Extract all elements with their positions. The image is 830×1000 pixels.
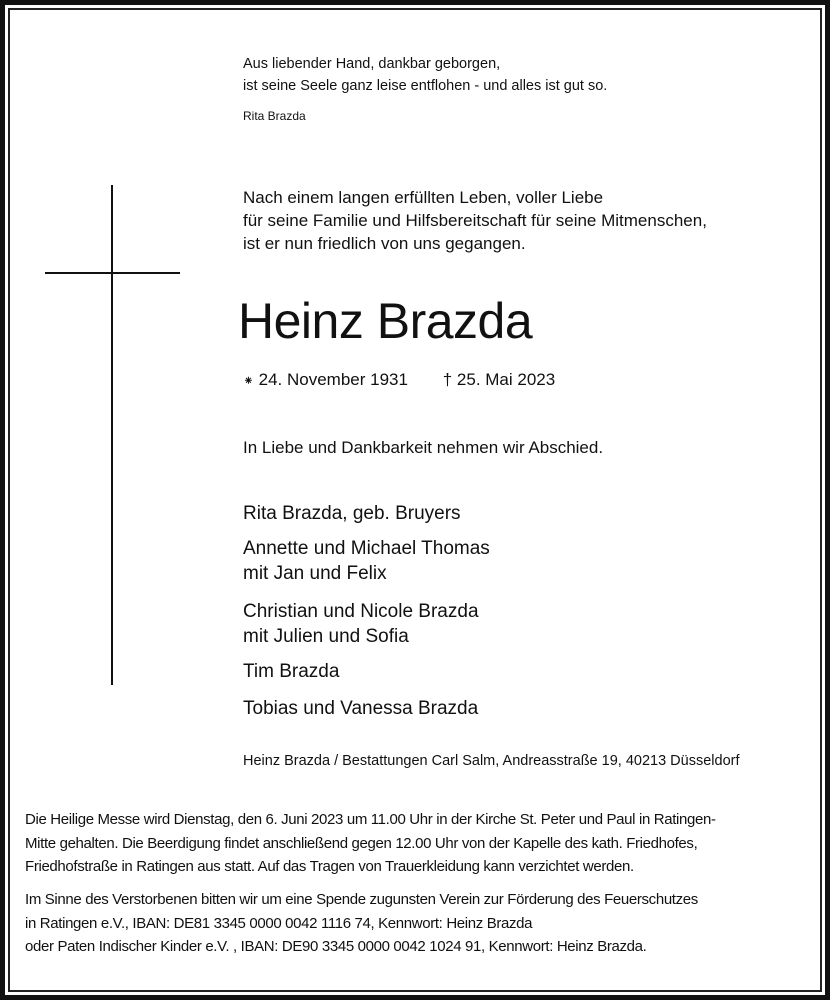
donation-line: in Ratingen e.V., IBAN: DE81 3345 0000 0042 1116 74, Kennwort: Heinz Brazda [25, 914, 533, 932]
contact-address: Heinz Brazda / Bestattungen Carl Salm, Andreasstraße 19, 40213 Düsseldorf [243, 753, 740, 769]
family-line: Tim Brazda [243, 661, 340, 682]
quote [243, 53, 607, 97]
quote-author: Rita Brazda [243, 109, 306, 123]
death-cross-icon: † [442, 370, 453, 389]
family-member [243, 536, 490, 586]
birth-star-icon: ⁕ [243, 373, 254, 388]
death-date: 25. Mai 2023 [456, 370, 556, 389]
family-member [243, 696, 478, 721]
cross-icon-vertical [111, 185, 113, 685]
cross-icon-horizontal [45, 272, 180, 274]
service-line: Mitte gehalten. Die Beerdigung findet anschließend gegen 12.00 Uhr von der Kapelle des kath. Friedhofes, [25, 834, 698, 852]
service-line: Die Heilige Messe wird Dienstag, den 6. Juni 2023 um 11.00 Uhr in der Kirche St. Peter und Paul in Ratingen- [25, 811, 716, 828]
intro-line: Nach einem langen erfüllten Leben, voller Liebe [243, 188, 604, 207]
quote-line: ist seine Seele ganz leise entflohen - und alles ist gut so. [243, 78, 608, 94]
birth-date: 24. November 1931 [258, 370, 408, 389]
family-line: mit Jan und Felix [243, 563, 387, 584]
family-line: mit Julien und Sofia [243, 626, 409, 647]
quote-line: Aus liebender Hand, dankbar geborgen, [243, 56, 501, 72]
family-member [243, 659, 339, 684]
life-dates [243, 370, 555, 390]
family-line: Annette und Michael Thomas [243, 538, 490, 559]
deceased-name: Heinz Brazda [238, 293, 533, 349]
farewell-text: In Liebe und Dankbarkeit nehmen wir Abschied. [243, 438, 604, 457]
family-line: Tobias und Vanessa Brazda [243, 698, 479, 719]
intro-line: für seine Familie und Hilfsbereitschaft für seine Mitmenschen, [243, 211, 707, 230]
family-line: Christian und Nicole Brazda [243, 601, 479, 622]
intro-line: ist er nun friedlich von uns gegangen. [243, 234, 526, 253]
donation-info [25, 888, 698, 959]
service-info [25, 808, 716, 879]
family-member [243, 501, 461, 526]
donation-line: Im Sinne des Verstorbenen bitten wir um eine Spende zugunsten Verein zur Förderung des Feuerschutzes [25, 891, 698, 908]
service-line: Friedhofstraße in Ratingen aus statt. Auf das Tragen von Trauerkleidung kann verzichtet werden. [25, 858, 634, 875]
family-line: Rita Brazda, geb. Bruyers [243, 503, 461, 524]
family-member [243, 599, 479, 649]
donation-line: oder Paten Indischer Kinder e.V. , IBAN: DE90 3345 0000 0042 1024 91, Kennwort: Heinz Brazda. [25, 938, 647, 955]
intro-text [243, 186, 707, 255]
